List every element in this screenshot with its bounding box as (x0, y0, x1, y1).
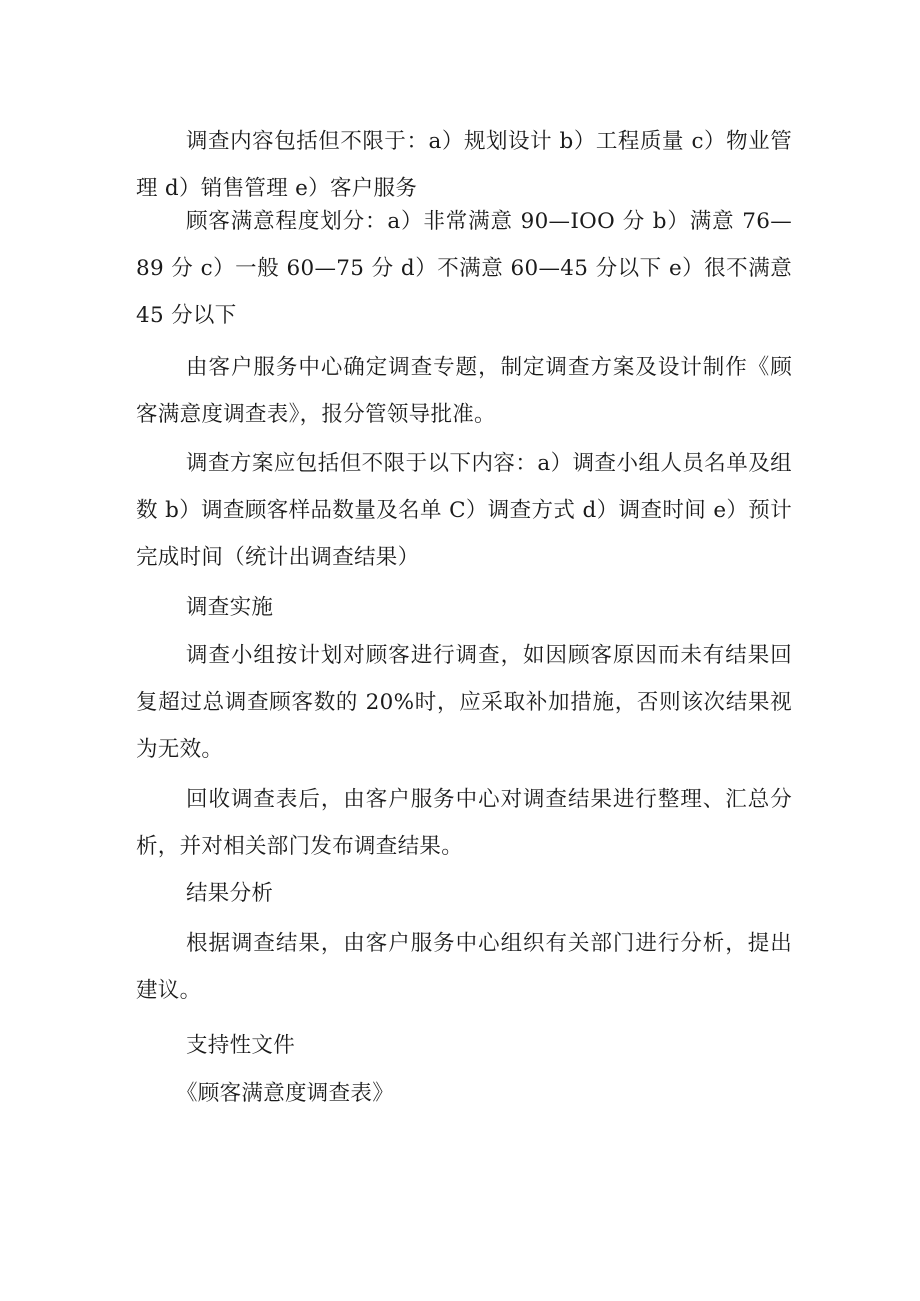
heading-survey-implementation: 调查实施 (186, 595, 274, 620)
heading-result-analysis: 结果分析 (186, 881, 274, 906)
heading-supporting-documents: 支持性文件 (186, 1033, 296, 1058)
paragraph-survey-execution: 调查小组按计划对顾客进行调查，如因顾客原因而未有结果回复超过总调查顾客数的 20%时，应采取补加措施，否则该次结果视为无效。 (136, 643, 792, 762)
paragraph-analysis: 根据调查结果，由客户服务中心组织有关部门进行分析，提出建议。 (136, 931, 792, 1003)
paragraph-survey-content: 调查内容包括但不限于：a）规划设计 b）工程质量 c）物业管理 d）销售管理 e）客户服务 (136, 129, 792, 201)
paragraph-collect-forms: 回收调查表后，由客户服务中心对调查结果进行整理、汇总分析，并对相关部门发布调查结果。 (136, 787, 792, 859)
paragraph-survey-topic: 由客户服务中心确定调查专题，制定调查方案及设计制作《顾客满意度调查表》，报分管领导批准。 (136, 355, 792, 427)
document-reference: 《顾客满意度调查表》 (176, 1081, 395, 1106)
paragraph-survey-plan: 调查方案应包括但不限于以下内容：a）调查小组人员名单及组数 b）调查顾客样品数量及名单 C）调查方式 d）调查时间 e）预计完成时间（统计出调查结果） (136, 451, 792, 570)
paragraph-satisfaction-levels: 顾客满意程度划分：a）非常满意 90—IOO 分 b）满意 76—89 分 c）一般 60—75 分 d）不满意 60—45 分以下 e）很不满意 45 分以下 (136, 209, 792, 328)
